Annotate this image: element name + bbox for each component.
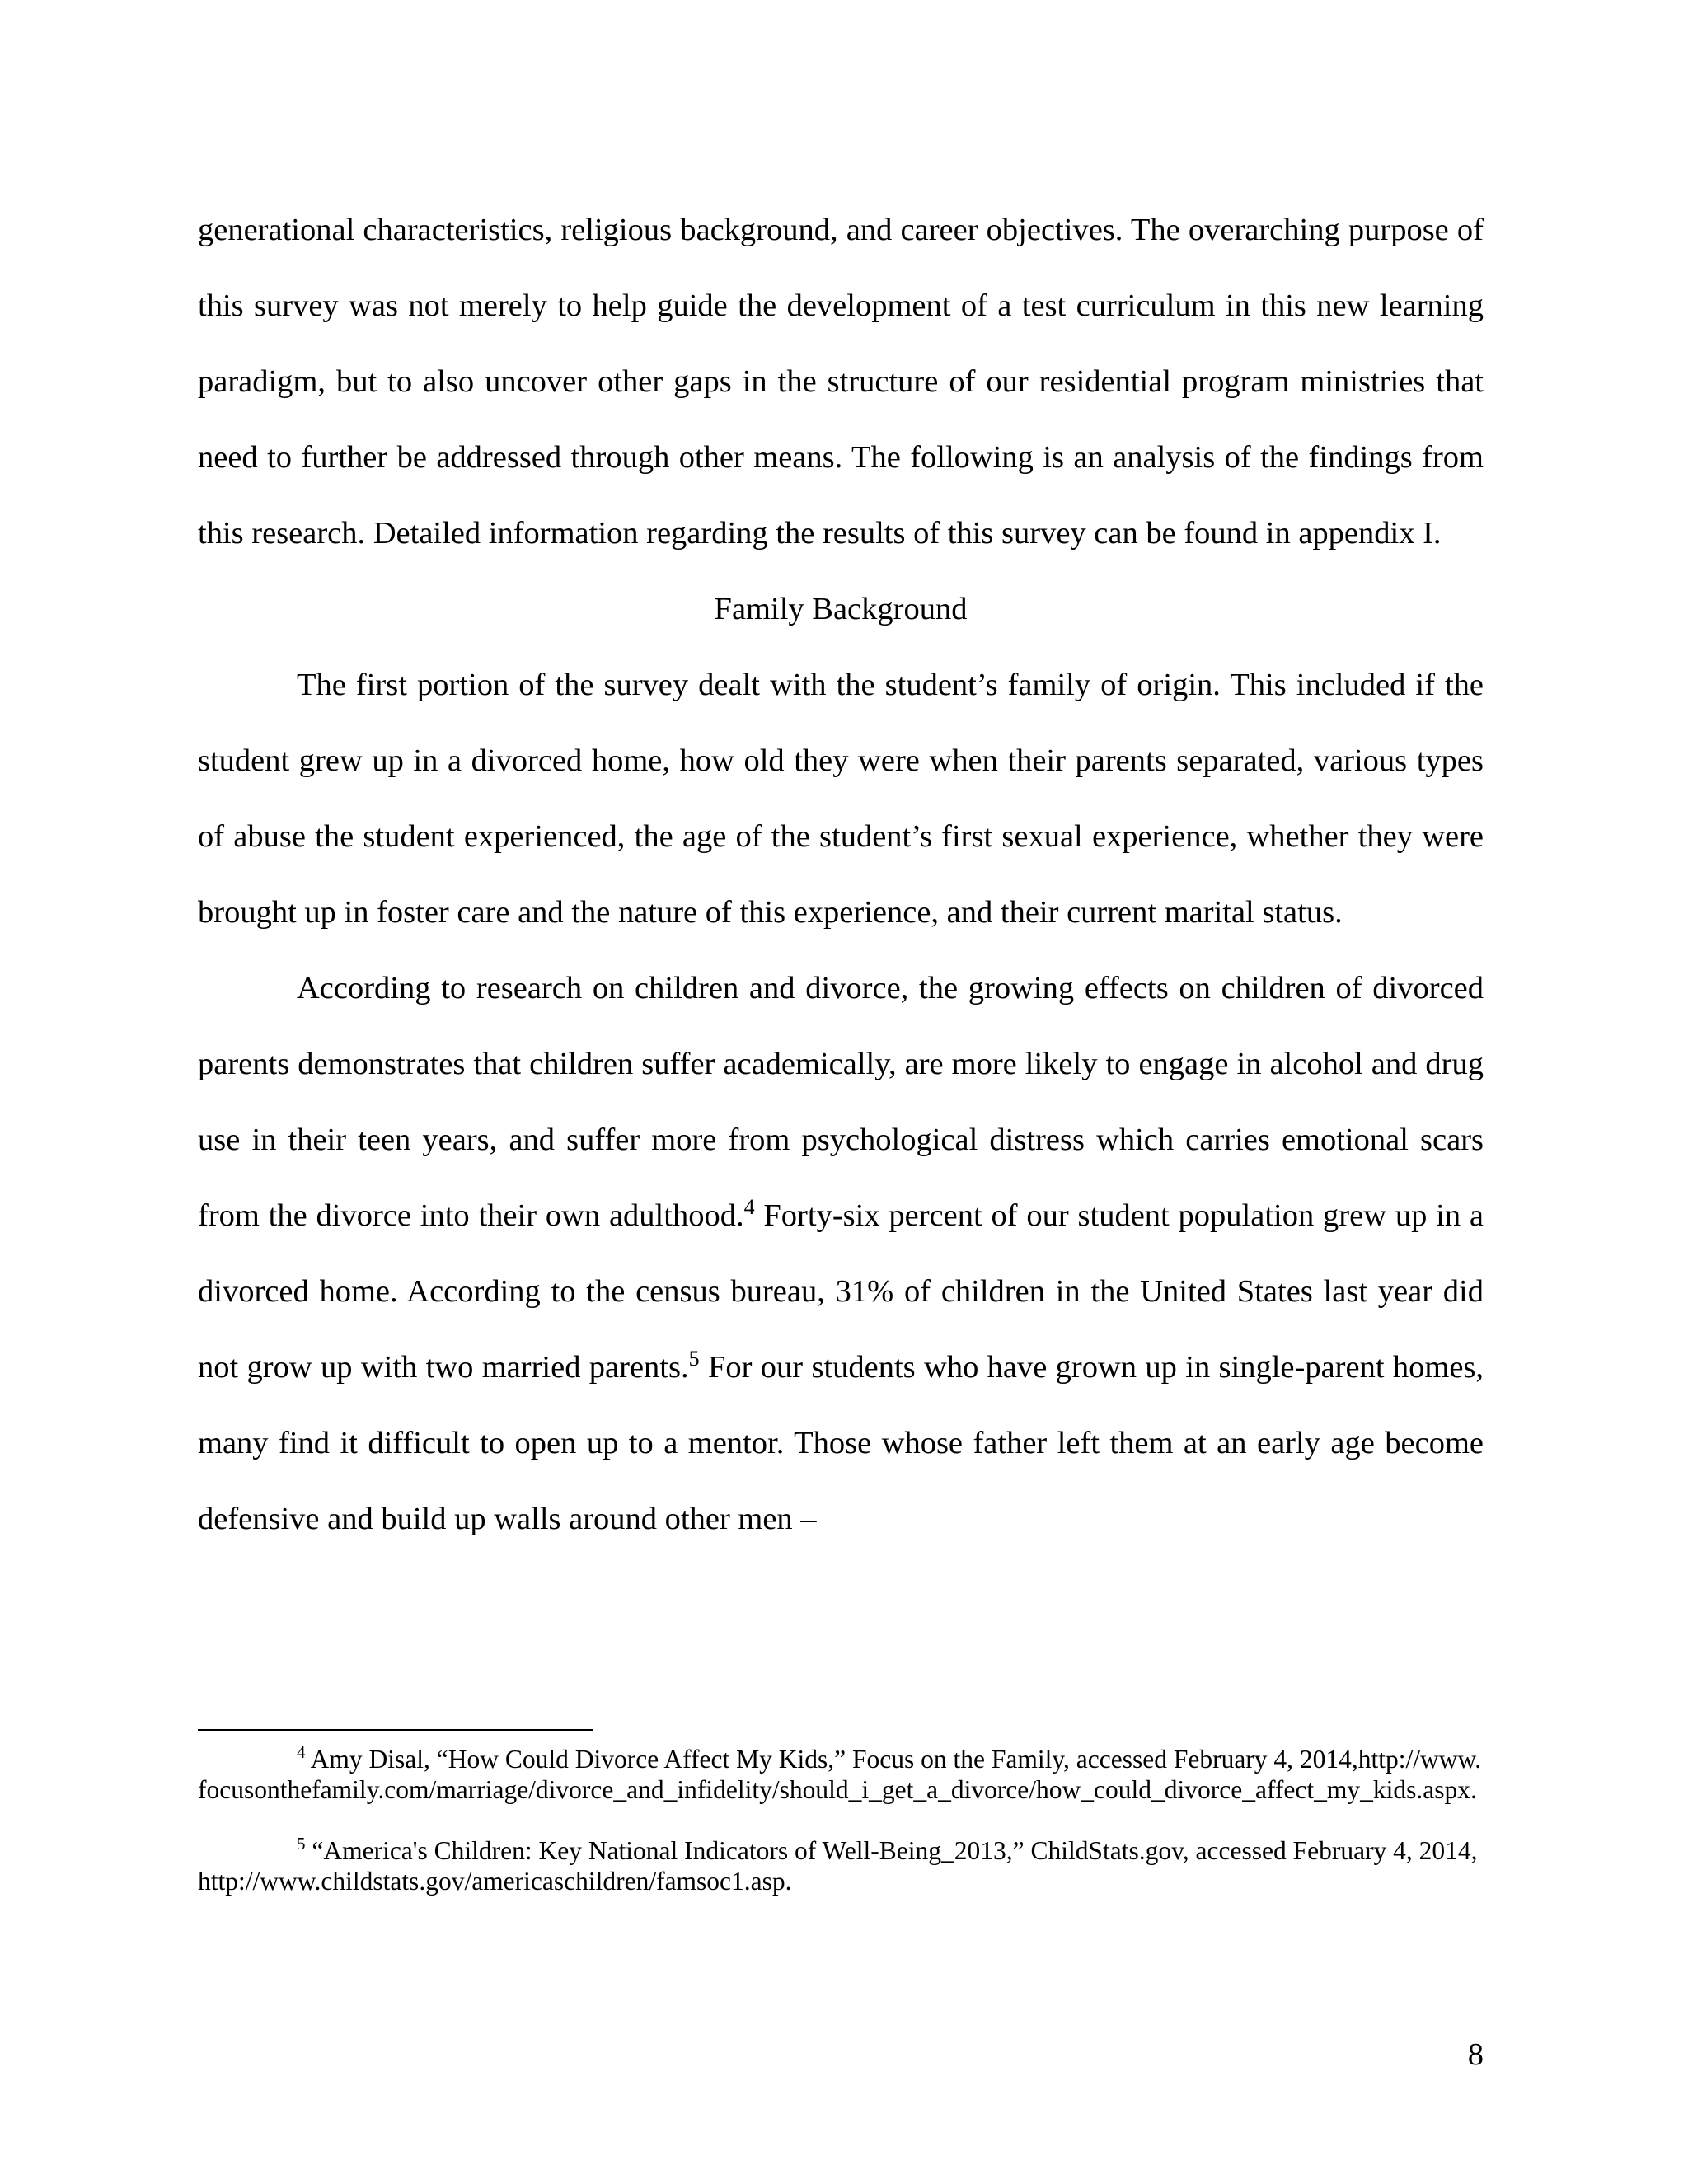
footnote-number: 5 [297,1834,306,1854]
paragraph-1: generational characteristics, religious background, and career objectives. The overarching purpose of this survey was not merely to help guide the development of a test curriculum in this new learning paradigm, but to also uncover other gaps in the structure of our residential program ministries that need to further be addressed through other means. The following is an analysis of the findings from this research. Detailed information regarding the results of this survey can be found in appendix I. [198,213,1484,551]
paragraph-3-text-1: According to research on children and divorce, the growing effects on children of divorced parents demonstrates that children suffer academically, are more likely to engage in alcohol and drug use in their teen years, and suffer more from psychological distress which carries emotional scars from the divorce into their own adulthood. [198,971,1484,1233]
paragraph-3-text-3: For our students who have grown up in single-parent homes, many find it difficult to open up to a mentor. Those whose father left them at an early age become defensive and build up walls around other men – [198,1350,1484,1536]
footnote-4 [198,1744,1485,1805]
footnote-text: “America's Children: Key National Indicators of Well-Being_2013,” ChildStats.gov, accessed February 4, 2014, http://www.childstats.gov/americaschildren/famsoc1.asp. [198,1836,1478,1896]
footnote-reference-4: 4 [743,1195,755,1219]
footnote-5 [198,1835,1485,1896]
paragraph-2: The first portion of the survey dealt with the student’s family of origin. This included if the student grew up in a divorced home, how old they were when their parents separated, various types of abuse the student experienced, the age of the student’s first sexual experience, whether they were brought up in foster care and the nature of this experience, and their current marital status. [198,668,1484,930]
footnote-separator [198,1729,593,1731]
body-text [198,192,1484,1557]
paragraph-3 [198,950,1484,1557]
page-number: 8 [1467,2037,1484,2072]
footnotes [198,1744,1485,1896]
footnote-reference-5: 5 [688,1347,700,1371]
footnote-number: 4 [297,1742,306,1762]
paragraph-3-text-2: Forty-six percent of our student population grew up in a divorced home. According to the census bureau, 31% of children in the United States last year did not grow up with two married parents. [198,1198,1484,1385]
section-heading: Family Background [714,592,968,626]
footnote-text: Amy Disal, “How Could Divorce Affect My Kids,” Focus on the Family, accessed February 4, 2014,http://www.focusonthefamily.com/marriage/divorce_and_infidelity/should_i_get_a_divorce/how_could_divorce_affect_my_kids.aspx. [198,1745,1482,1804]
